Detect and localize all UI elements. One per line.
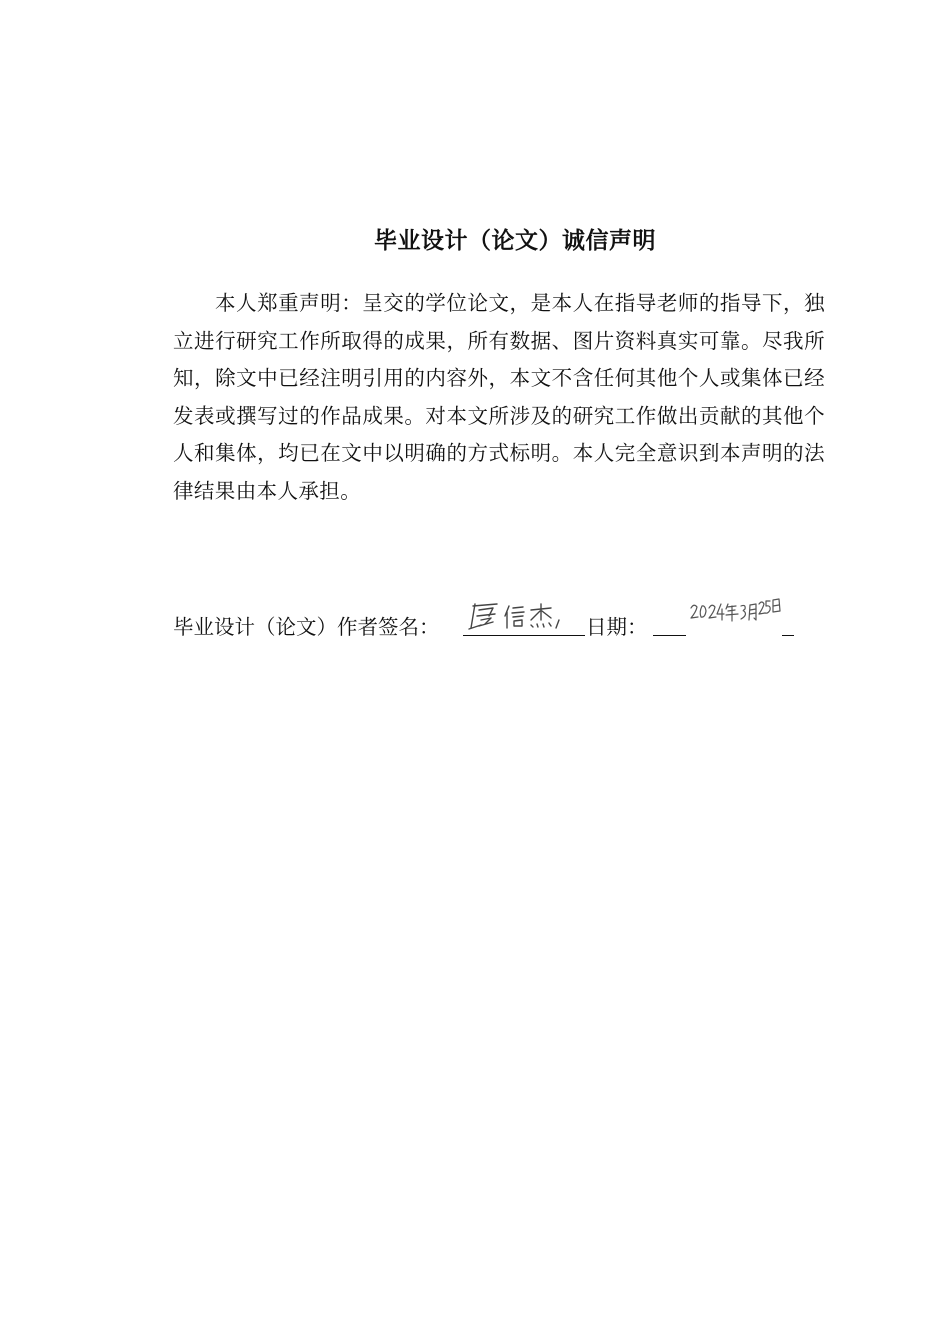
signature-row <box>173 606 833 646</box>
signature-underline <box>463 635 585 636</box>
handwritten-signature <box>467 598 567 634</box>
date-underline-end <box>782 635 794 636</box>
date-label: 日期： <box>586 615 648 639</box>
date-underline <box>653 635 686 636</box>
page-title: 毕业设计（论文）诚信声明 <box>374 228 656 254</box>
declaration-body: 本人郑重声明：呈交的学位论文，是本人在指导老师的指导下，独立进行研究工作所取得的成果，所有数据、图片资料真实可靠。尽我所知，除文中已经注明引用的内容外，本文不含任何其他个人或集体已经发表或撰写过的作品成果。对本文所涉及的研究工作做出贡献的其他个人和集体，均已在文中以明确的方式标明。本人完全意识到本声明的法律结果由本人承担。 <box>173 291 825 503</box>
signature-label: 毕业设计（论文）作者签名： <box>173 615 440 639</box>
handwritten-date <box>689 596 781 628</box>
